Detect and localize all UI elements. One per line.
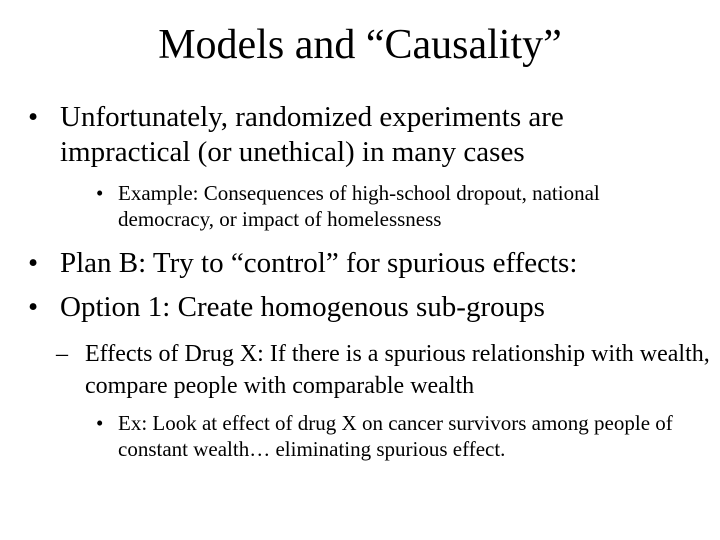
dash-marker: – [56,341,68,367]
bullet-marker: • [28,291,39,323]
bullet-marker: • [28,247,39,279]
bullet-text: Plan B: Try to “control” for spurious effects: [60,247,578,279]
sub-bullet-example [96,180,696,232]
bullet-marker: • [28,101,39,133]
sub-bullet-ex-drug-x [96,410,686,462]
dash-item-drug-x [56,338,712,402]
slide-title: Models and “Causality” [158,22,562,68]
bullet-randomized-experiments [28,100,668,170]
bullet-text: Option 1: Create homogenous sub-groups [60,291,545,323]
bullet-marker: • [96,411,104,435]
bullet-text: Unfortunately, randomized experiments are impractical (or unethical) in many cases [60,101,564,168]
bullet-text: Example: Consequences of high-school dropout, national democracy, or impact of homelessness [118,181,600,231]
bullet-option-1 [28,290,708,325]
bullet-text: Ex: Look at effect of drug X on cancer survivors among people of constant wealth… eliminating spurious effect. [118,411,673,461]
bullet-marker: • [96,181,104,205]
bullet-plan-b [28,246,708,281]
dash-text: Effects of Drug X: If there is a spurious relationship with wealth, compare people with comparable wealth [85,341,710,399]
